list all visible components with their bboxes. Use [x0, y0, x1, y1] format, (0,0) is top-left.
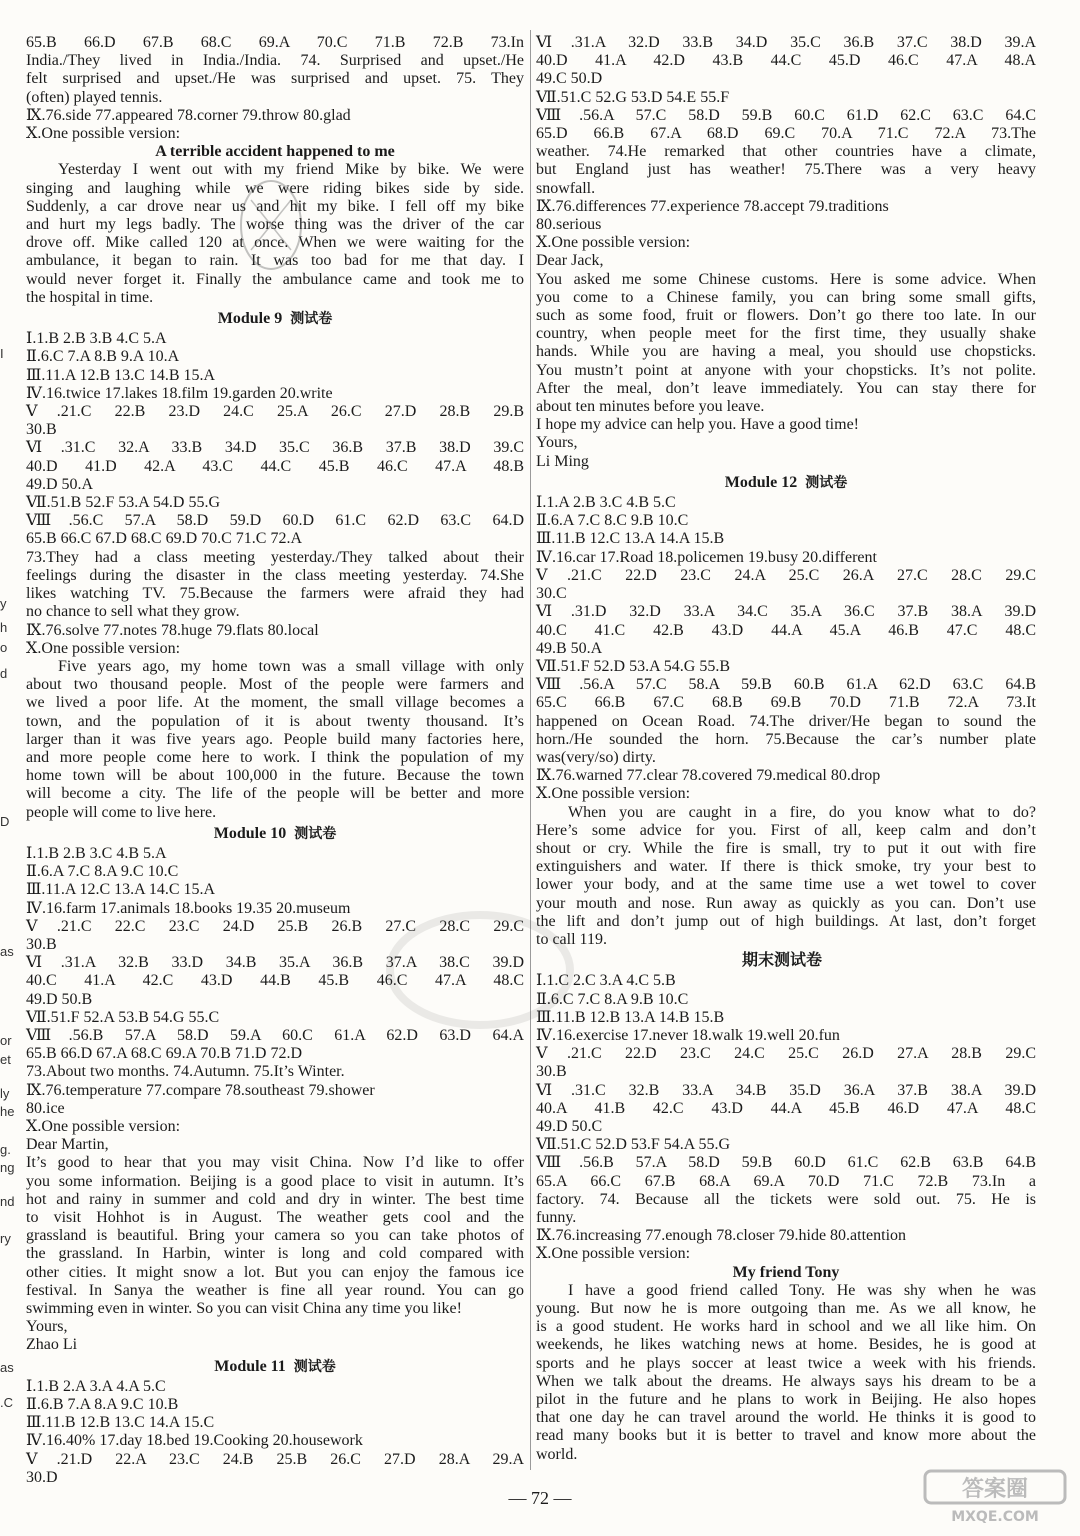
text-line: 49.D 50.C: [536, 1117, 603, 1135]
text-line: 30.B: [26, 935, 57, 953]
module-suffix: 测试卷: [294, 825, 337, 842]
text-line: Five years ago, my home town was a small village with only: [58, 657, 524, 675]
text-line: Ⅵ.31.C 32.A 33.B 34.D 35.C 36.B 37.B 38.D 39.C: [26, 439, 524, 457]
module-heading: [536, 474, 1036, 492]
text-line: Ⅲ.11.A 12.C 13.A 14.C 15.A: [26, 881, 216, 899]
text-line: Ⅱ.6.C 7.C 8.A 9.B 10.C: [536, 990, 689, 1008]
text-line: Ⅸ.76.increasing 77.enough 78.closer 79.hide 80.attention: [536, 1227, 907, 1245]
module-heading: [536, 952, 1036, 970]
text-line: Ⅲ.11.B 12.C 13.A 14.A 15.B: [536, 530, 725, 548]
module-suffix: 测试卷: [290, 311, 333, 328]
text-line: 30.B: [536, 1063, 567, 1081]
text-line: Ⅹ.One possible version:: [26, 639, 181, 657]
text-line: Ⅱ.6.B 7.A 8.A 9.C 10.B: [26, 1396, 179, 1414]
margin-fragment: .C: [0, 1395, 13, 1410]
text-line: Ⅶ.51.F 52.A 53.B 54.G 55.C: [26, 1008, 220, 1026]
svg-text:答案圈: 答案圈: [961, 1477, 1029, 1502]
text-line: Ⅶ.51.C 52.G 53.D 54.E 55.F: [536, 88, 730, 106]
text-line: 49.D 50.B: [26, 990, 93, 1008]
text-line: 65.D 66.B 67.A 68.D 69.C 70.A 71.C 72.A 73.The: [536, 125, 1036, 143]
margin-fragment: I: [0, 346, 4, 361]
module-heading: [26, 825, 524, 843]
text-line: 40.D 41.A 42.D 43.B 44.C 45.D 46.C 47.A 48.A: [536, 52, 1036, 70]
text-line: I have a good friend called Tony. He was shy when he was: [568, 1281, 1036, 1299]
text-line: your mouth and nose. Run away as quickly as you can. Don’t use: [536, 894, 1036, 912]
text-line: lower your body, and at the same time use a wet towel to cover: [536, 876, 1036, 894]
text-line: 30.C: [536, 585, 567, 603]
text-line: Ⅹ.One possible version:: [26, 125, 181, 143]
text-line: Ⅹ.One possible version:: [26, 1117, 181, 1135]
composition-title: My friend Tony: [732, 1263, 840, 1281]
text-line: the hospital in time.: [26, 288, 154, 306]
module-label: Module 9: [217, 310, 283, 328]
text-line: 80.serious: [536, 216, 602, 234]
text-line: read many books but it is better to travel and know more about the: [536, 1427, 1036, 1445]
text-line: festival. In Sanya the weather is fine all year round. You can go: [26, 1281, 524, 1299]
text-line: grassland is beautiful. Bring your camera so you can take photos of: [26, 1227, 524, 1245]
text-line: Suddenly, a car drove near us and hit my bike. I fell off my bike: [26, 197, 524, 215]
text-line: 65.B 66.C 67.D 68.C 69.D 70.C 71.C 72.A: [26, 530, 303, 548]
margin-fragment: as: [0, 944, 14, 959]
text-line: 65.C 66.B 67.C 68.B 69.B 70.D 71.B 72.A 73.It: [536, 694, 1036, 712]
text-line: singing and laughing while we were riding bikes side by side.: [26, 179, 524, 197]
text-line: such as some food, fruit or flowers. Don’t go there too late. In our: [536, 307, 1036, 325]
text-line: 65.A 66.C 67.B 68.A 69.A 70.D 71.C 72.B 73.In a: [536, 1172, 1036, 1190]
text-line: When we talk about the dreams. He always says his dream to be a: [536, 1372, 1036, 1390]
margin-fragment: g.: [0, 1142, 11, 1157]
watermark-logo-icon: [920, 1466, 1070, 1526]
text-line: Ⅵ.31.A 32.B 33.D 34.B 35.A 36.B 37.A 38.C 39.D: [26, 954, 524, 972]
text-line: 49.B 50.A: [536, 639, 603, 657]
text-line: Ⅵ.31.C 32.B 33.A 34.B 35.D 36.A 37.B 38.A 39.D: [536, 1081, 1036, 1099]
text-line: When you are caught in a fire, do you know what to do?: [568, 803, 1036, 821]
module-label: Module 12: [724, 473, 798, 491]
text-line: 40.C 41.A 42.C 43.D 44.B 45.B 46.C 47.A 48.C: [26, 972, 524, 990]
margin-fragment: or: [0, 1033, 12, 1048]
text-line: Ⅶ.51.C 52.D 53.F 54.A 55.G: [536, 1136, 730, 1154]
watermark-seal-icon: [380, 900, 580, 1040]
text-line: Ⅰ.1.B 2.B 3.B 4.C 5.A: [26, 330, 167, 348]
text-line: 40.C 41.C 42.B 43.D 44.A 45.A 46.B 47.C 48.C: [536, 621, 1036, 639]
text-line: home town will be about 100,000 in the future. Because the town: [26, 767, 524, 785]
text-line: 73.About two months. 74.Autumn. 75.It’s Winter.: [26, 1063, 345, 1081]
text-line: swimming even in winter. So you can visit China any time you like!: [26, 1300, 462, 1318]
text-line: Ⅴ.21.C 22.D 23.C 24.C 25.C 26.D 27.A 28.B 29.C: [536, 1045, 1036, 1063]
text-line: the grassland. In Harbin, winter is long and cold compared with: [26, 1245, 524, 1263]
text-line: weather. 74.He remarked that other countries have a climate,: [536, 143, 1036, 161]
stamp-icon: [226, 170, 316, 280]
text-line: country, when people meet for the first time, they usually shake: [536, 325, 1036, 343]
text-line: that one day he can travel around the world. He thinks it is good to: [536, 1409, 1036, 1427]
margin-fragment: ng: [0, 1160, 15, 1175]
text-line: the lift and don’t jump out of high buildings. At last, don’t forget: [536, 912, 1036, 930]
text-line: Ⅵ.31.D 32.D 33.A 34.C 35.A 36.C 37.B 38.A 39.D: [536, 603, 1036, 621]
text-line: Ⅳ.16.exercise 17.never 18.walk 19.well 20.fun: [536, 1026, 840, 1044]
text-line: Dear Martin,: [26, 1136, 109, 1154]
text-line: (often) played tennis.: [26, 88, 163, 106]
module-label: Module 11: [214, 1357, 286, 1375]
text-line: pilot in the future and he plans to work in Beijing. He also hopes: [536, 1391, 1036, 1409]
text-line: was(very/so) dirty.: [536, 748, 656, 766]
text-line: Ⅹ.One possible version:: [536, 234, 691, 252]
text-line: felt surprised and upset./He was surprised and upset. 75. They: [26, 70, 524, 88]
text-line: Ⅴ.21.C 22.C 23.C 24.D 25.B 26.B 27.C 28.C 29.C: [26, 917, 524, 935]
text-line: and more people come here to work. I think the population of my: [26, 748, 524, 766]
margin-fragment: ly: [0, 1086, 10, 1101]
text-line: to visit Hohhot is in August. The weather gets cool and the: [26, 1209, 524, 1226]
text-line: After the meal, don’t leave immediately. You can stay there for: [536, 379, 1036, 397]
text-line: to call 119.: [536, 930, 607, 948]
text-line: but England just has weather! 75.There was a very heavy: [536, 161, 1036, 179]
text-line: 49.C 50.D: [536, 70, 603, 88]
text-line: Ⅴ.21.D 22.A 23.C 24.B 25.B 26.C 27.D 28.A 29.A: [26, 1450, 524, 1468]
text-line: you some information. Beijing is a good place to visit in autumn. It’s: [26, 1172, 524, 1190]
text-line: You mustn’t point at anyone with your chopsticks. It’s not polite.: [536, 361, 1036, 379]
text-line: would never forget it. Finally the ambulance came and took me to: [26, 270, 524, 288]
text-line: we lived a poor life. At the moment, the small village becomes a: [26, 694, 524, 712]
text-line: about two thousand people. Most of the people were farmers and: [26, 676, 524, 694]
text-line: 49.D 50.A: [26, 475, 94, 493]
text-line: weekends, he likes watching news at home. Besides, he is good at: [536, 1336, 1036, 1354]
text-line: Ⅶ.51.B 52.F 53.A 54.D 55.G: [26, 494, 220, 512]
text-line: larger than it was five years ago. People build many factories here,: [26, 730, 524, 748]
text-line: Ⅱ.6.C 7.A 8.B 9.A 10.A: [26, 348, 180, 366]
text-line: happened on Ocean Road. 74.The driver/He began to sound the: [536, 712, 1036, 730]
text-line: likes watching TV. 75.Because the farmers were afraid they had: [26, 585, 524, 603]
text-line: Ⅰ.1.A 2.B 3.C 4.B 5.C: [536, 494, 676, 512]
text-line: Ⅳ.16.40% 17.day 18.bed 19.Cooking 20.housework: [26, 1432, 363, 1450]
text-line: Ⅰ.1.B 2.A 3.A 4.A 5.C: [26, 1377, 166, 1395]
text-line: you come to a Chinese family, you can bring some small gifts,: [536, 288, 1036, 306]
svg-text:MXQE.COM: MXQE.COM: [951, 1509, 1039, 1525]
text-line: Ⅸ.76.temperature 77.compare 78.southeast 79.shower: [26, 1081, 375, 1099]
text-line: Here’s some advice for you. First of all, keep calm and don’t: [536, 821, 1036, 839]
text-line: 65.B 66.D 67.A 68.C 69.A 70.B 71.D 72.D: [26, 1045, 303, 1063]
margin-fragment: d: [0, 666, 8, 681]
text-line: Ⅸ.76.differences 77.experience 78.accept 79.traditions: [536, 197, 889, 215]
text-line: 30.D: [26, 1468, 58, 1486]
text-line: snowfall.: [536, 179, 596, 197]
text-line: 73.They had a class meeting yesterday./They talked about their: [26, 548, 524, 566]
text-line: Ⅷ.56.B 57.A 58.D 59.A 60.C 61.A 62.D 63.D 64.A: [26, 1026, 524, 1044]
text-line: and hurt my legs badly. The worse thing was the driver of the car: [26, 216, 524, 234]
module-heading: [26, 310, 524, 328]
text-line: Ⅳ.16.twice 17.lakes 18.film 19.garden 20.write: [26, 384, 333, 402]
text-line: Ⅷ.56.C 57.A 58.D 59.D 60.D 61.C 62.D 63.C 64.D: [26, 512, 524, 530]
margin-fragment: y: [0, 596, 7, 611]
text-line: extinguishers and water. If there is thick smoke, try your best to: [536, 858, 1036, 876]
text-line: Ⅶ.51.F 52.D 53.A 54.G 55.B: [536, 657, 730, 675]
text-line: Ⅱ.6.A 7.C 8.C 9.B 10.C: [536, 512, 689, 530]
text-line: Ⅷ.56.B 57.A 58.D 59.B 60.D 61.C 62.B 63.B 64.B: [536, 1154, 1036, 1172]
text-line: 30.B: [26, 421, 57, 439]
margin-fragment: o: [0, 640, 8, 655]
module-label: 期末测试卷: [741, 952, 822, 970]
text-line: Ⅲ.11.B 12.B 13.C 14.A 15.C: [26, 1414, 215, 1432]
text-line: Ⅸ.76.side 77.appeared 78.corner 79.throw 80.glad: [26, 106, 351, 124]
text-line: Ⅸ.76.solve 77.notes 78.huge 79.flats 80.local: [26, 621, 319, 639]
text-line: Ⅷ.56.A 57.C 58.D 59.B 60.C 61.D 62.C 63.C 64.C: [536, 106, 1036, 124]
text-line: Ⅳ.16.farm 17.animals 18.books 19.35 20.museum: [26, 899, 351, 917]
page-number: — 72 —: [508, 1488, 572, 1508]
text-line: no chance to sell what they grow.: [26, 603, 240, 621]
text-line: Ⅹ.One possible version:: [536, 1245, 691, 1263]
text-line: Ⅴ.21.C 22.B 23.D 24.C 25.A 26.C 27.D 28.B 29.B: [26, 403, 524, 421]
margin-fragment: h: [0, 620, 8, 635]
text-line: 65.B 66.D 67.B 68.C 69.A 70.C 71.B 72.B 73.In: [26, 34, 524, 51]
text-line: It’s good to hear that you may visit China. Now I’d like to offer: [26, 1154, 524, 1172]
text-line: drove off. Mike called 120 at once. When we were waiting for the: [26, 234, 524, 252]
text-line: Dear Jack,: [536, 252, 604, 270]
text-line: funny.: [536, 1209, 577, 1226]
module-suffix: 测试卷: [805, 474, 848, 491]
text-line: people will come to live here.: [26, 803, 217, 821]
text-line: horn./He sounded the horn. 75.Because the car’s number plate: [536, 730, 1036, 748]
margin-fragment: nd: [0, 1194, 15, 1209]
text-line: Ⅳ.16.car 17.Road 18.policemen 19.busy 20.different: [536, 548, 877, 566]
text-line: You asked me some Chinese customs. Here is some advice. When: [536, 270, 1036, 288]
text-line: Zhao Li: [26, 1336, 78, 1354]
text-line: Ⅱ.6.A 7.C 8.A 9.C 10.C: [26, 863, 179, 881]
text-line: Yours,: [536, 434, 578, 452]
margin-fragment: as: [0, 1360, 14, 1375]
text-line: other cities. It might snow a lot. But you can enjoy the famous ice: [26, 1263, 524, 1281]
text-line: 40.D 41.D 42.A 43.C 44.C 45.B 46.C 47.A 48.B: [26, 457, 524, 475]
text-line: Ⅴ.21.C 22.D 23.C 24.A 25.C 26.A 27.C 28.C 29.C: [536, 566, 1036, 584]
text-line: will become a city. The life of the people will be better and more: [26, 785, 524, 803]
margin-fragment: D: [0, 814, 10, 829]
column-divider: [530, 30, 531, 1470]
text-line: feelings during the disaster in the class meeting yesterday. 74.She: [26, 566, 524, 584]
text-line: Ⅰ.1.B 2.B 3.C 4.B 5.A: [26, 844, 167, 862]
text-line: I hope my advice can help you. Have a good time!: [536, 416, 859, 434]
text-line: Li Ming: [536, 452, 589, 470]
right-column: [536, 34, 1036, 1464]
text-line: factory. 74. Because all the tickets were sold out. 75. He is: [536, 1190, 1036, 1208]
text-line: town, and the population of it is about twenty thousand. It’s: [26, 712, 524, 730]
text-line: Yesterday I went out with my friend Mike by bike. We were: [58, 161, 524, 179]
module-label: Module 10: [213, 824, 287, 842]
text-line: hands. While you are having a meal, you should use chopsticks.: [536, 343, 1036, 361]
module-heading: [26, 1358, 524, 1376]
margin-fragment: he: [0, 1104, 15, 1119]
margin-fragment: ry: [0, 1231, 11, 1246]
text-line: young. But now he is more outgoing than me. As we all know, he: [536, 1300, 1036, 1318]
text-line: hot and rainy in summer and cold and dry in winter. The best time: [26, 1190, 524, 1208]
text-line: India./They lived in India./India. 74. Surprised and upset./He: [26, 52, 524, 70]
margin-fragment: et: [0, 1052, 11, 1067]
text-line: Ⅰ.1.C 2.C 3.A 4.C 5.B: [536, 972, 676, 990]
text-line: sports and he plays soccer at least twice a week with his friends.: [536, 1354, 1036, 1372]
composition-title: A terrible accident happened to me: [155, 143, 395, 161]
text-line: Ⅹ.One possible version:: [536, 785, 691, 803]
text-line: shout or cry. While the fire is small, try to put it out with fire: [536, 839, 1036, 857]
text-line: Ⅵ.31.A 32.D 33.B 34.D 35.C 36.B 37.C 38.D 39.A: [536, 34, 1036, 51]
text-line: ambulance, it began to rain. It was too bad for me that day. I: [26, 252, 524, 270]
text-line: 80.ice: [26, 1099, 65, 1117]
text-line: Ⅷ.56.A 57.C 58.A 59.B 60.B 61.A 62.D 63.C 64.B: [536, 676, 1036, 694]
text-line: Ⅲ.11.B 12.B 13.A 14.B 15.B: [536, 1008, 725, 1026]
text-line: Yours,: [26, 1318, 68, 1336]
text-line: 40.A 41.B 42.C 43.D 44.A 45.B 46.D 47.A 48.C: [536, 1099, 1036, 1117]
text-line: is a good student. He works hard in school and we all like him. On: [536, 1318, 1036, 1336]
text-line: about ten minutes before you leave.: [536, 398, 765, 416]
text-line: Ⅲ.11.A 12.B 13.C 14.B 15.A: [26, 366, 216, 384]
text-line: Ⅸ.76.warned 77.clear 78.covered 79.medical 80.drop: [536, 767, 881, 785]
module-suffix: 测试卷: [293, 1358, 336, 1375]
text-line: world.: [536, 1445, 578, 1463]
